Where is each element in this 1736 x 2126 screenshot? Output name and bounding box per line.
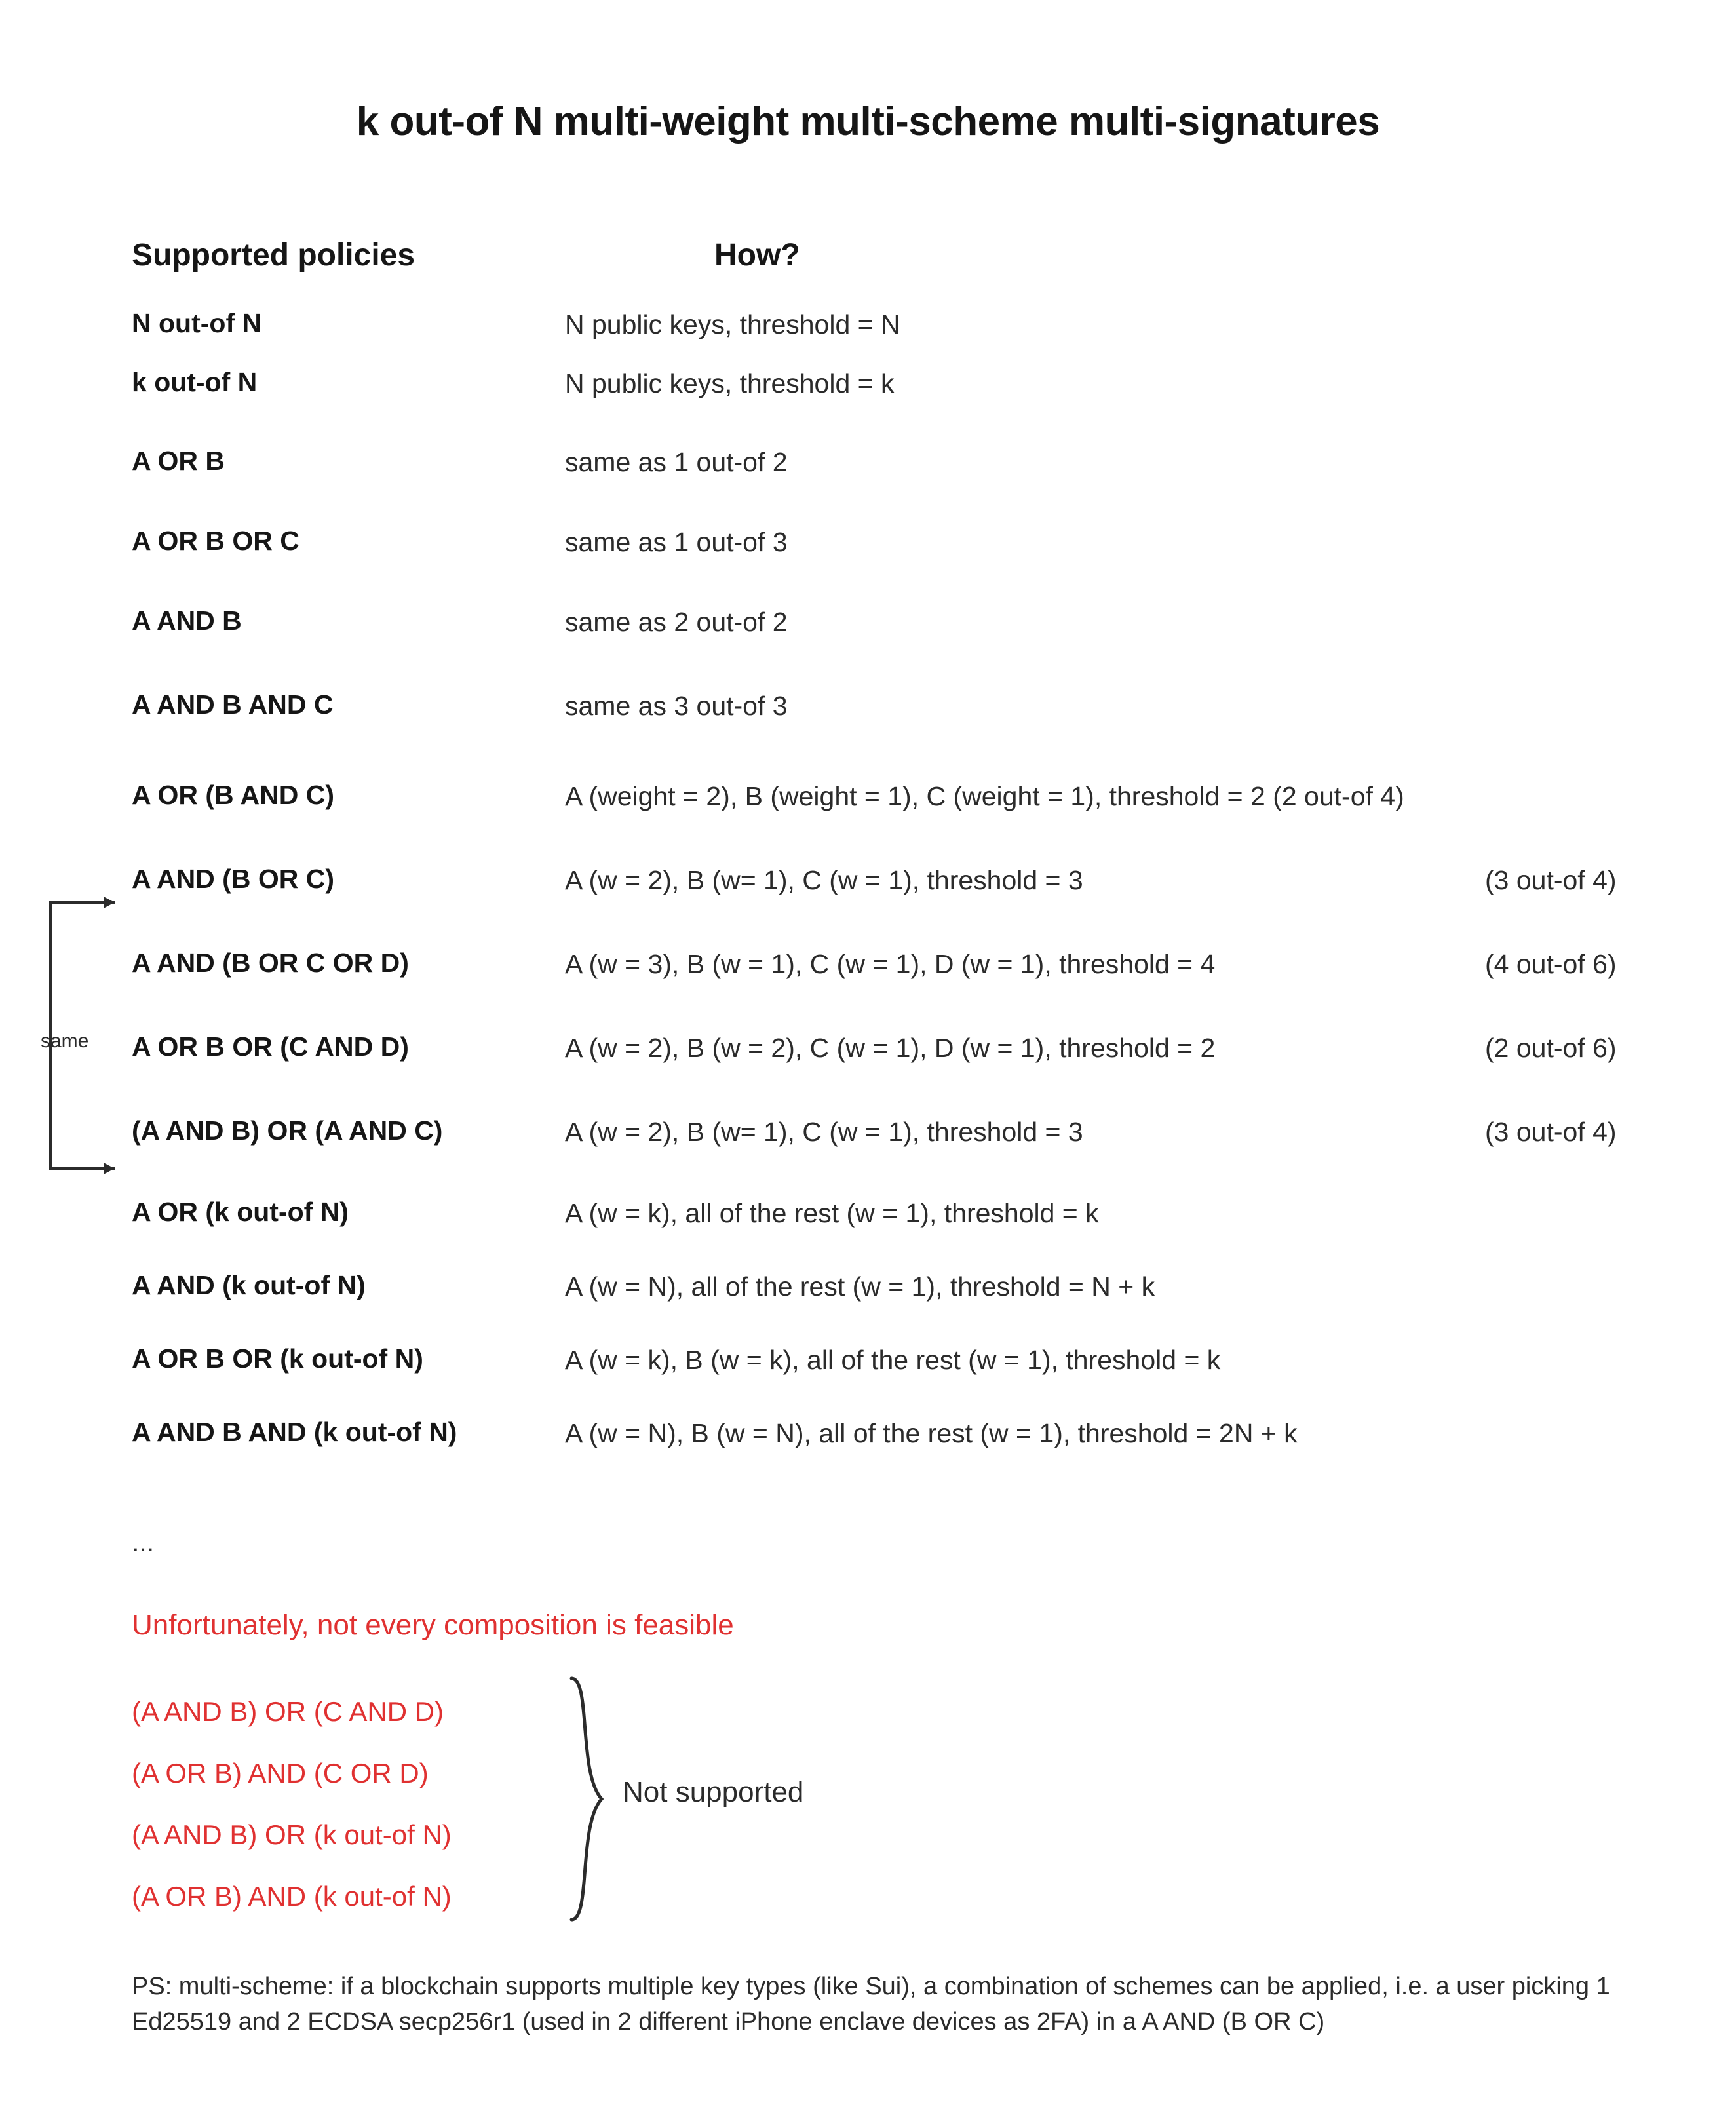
- how-text: N public keys, threshold = k: [565, 368, 895, 398]
- policy-label: A AND (k out-of N): [132, 1270, 366, 1300]
- table-row: [0, 864, 1736, 948]
- infeasible-warning: Unfortunately, not every composition is feasible: [132, 1609, 734, 1641]
- table-row: [0, 367, 1736, 446]
- equivalence-note: (4 out-of 6): [1485, 949, 1617, 979]
- ellipsis-more: ...: [132, 1527, 155, 1557]
- how-text: A (w = N), B (w = N), all of the rest (w = 1), threshold = 2N + k: [565, 1418, 1298, 1448]
- policy-label: A OR B OR C: [132, 526, 299, 556]
- table-row: [0, 606, 1736, 689]
- page-title: k out-of N multi-weight multi-scheme multi-signatures: [356, 99, 1380, 144]
- equivalence-note: (3 out-of 4): [1485, 1117, 1617, 1147]
- policy-label: A AND (B OR C): [132, 864, 334, 894]
- table-row: [0, 1032, 1736, 1115]
- policy-label: k out-of N: [132, 367, 258, 397]
- table-row: [0, 780, 1736, 864]
- policy-label: A AND B AND C: [132, 689, 334, 720]
- table-row: [0, 1197, 1736, 1270]
- list-item: (A AND B) OR (k out-of N): [132, 1819, 452, 1850]
- how-text: N public keys, threshold = N: [565, 309, 900, 339]
- how-text: A (w = k), B (w = k), all of the rest (w = 1), threshold = k: [565, 1345, 1221, 1375]
- table-row: [0, 1343, 1736, 1417]
- policy-label: A OR B: [132, 446, 225, 476]
- policy-label: N out-of N: [132, 308, 262, 338]
- how-text: same as 1 out-of 3: [565, 527, 788, 557]
- table-row: [0, 1417, 1736, 1490]
- not-supported-label: Not supported: [623, 1776, 804, 1808]
- how-text: A (weight = 2), B (weight = 1), C (weight = 1), threshold = 2 (2 out-of 4): [565, 781, 1404, 811]
- table-row: [0, 1270, 1736, 1343]
- column-header-policies: Supported policies: [132, 238, 415, 273]
- same-label: same: [41, 1030, 89, 1052]
- policy-label: A AND B: [132, 606, 242, 636]
- equivalence-note: (2 out-of 6): [1485, 1033, 1617, 1063]
- policy-label: A AND B AND (k out-of N): [132, 1417, 457, 1447]
- policy-label: (A AND B) OR (A AND C): [132, 1115, 443, 1146]
- policy-label: A OR (B AND C): [132, 780, 334, 810]
- policy-label: A OR (k out-of N): [132, 1197, 349, 1227]
- table-row: [0, 948, 1736, 1032]
- equivalence-note: (3 out-of 4): [1485, 865, 1617, 895]
- how-text: A (w = k), all of the rest (w = 1), threshold = k: [565, 1198, 1099, 1228]
- how-text: A (w = 2), B (w = 2), C (w = 1), D (w = 1), threshold = 2: [565, 1033, 1216, 1063]
- table-row: [0, 689, 1736, 780]
- how-text: A (w = 2), B (w= 1), C (w = 1), threshold = 3: [565, 1117, 1083, 1147]
- how-text: A (w = 3), B (w = 1), C (w = 1), D (w = 1), threshold = 4: [565, 949, 1216, 979]
- table-row: [0, 308, 1736, 367]
- how-text: A (w = 2), B (w= 1), C (w = 1), threshold = 3: [565, 865, 1083, 895]
- postscript-note: PS: multi-scheme: if a blockchain supports multiple key types (like Sui), a combination of schemes can be applied, i.e. a user picking 1 Ed25519 and 2 ECDSA secp256r1 (used in 2 different iPhone enclave devices as 2FA) in a A AND (B OR C): [132, 1973, 1610, 2036]
- list-item: (A OR B) AND (k out-of N): [132, 1881, 452, 1912]
- table-row: [0, 446, 1736, 526]
- policy-label: A AND (B OR C OR D): [132, 948, 409, 978]
- table-row: [0, 1115, 1736, 1197]
- unsupported-list: [132, 1681, 452, 1927]
- list-item: (A AND B) OR (C AND D): [132, 1696, 444, 1727]
- how-text: same as 3 out-of 3: [565, 691, 788, 721]
- list-item: (A OR B) AND (C OR D): [132, 1758, 429, 1788]
- column-header-how: How?: [714, 238, 800, 273]
- how-text: same as 2 out-of 2: [565, 607, 788, 637]
- policy-label: A OR B OR (C AND D): [132, 1032, 409, 1062]
- policy-table: [0, 308, 1736, 1490]
- how-text: same as 1 out-of 2: [565, 447, 788, 477]
- how-text: A (w = N), all of the rest (w = 1), threshold = N + k: [565, 1271, 1155, 1302]
- table-row: [0, 526, 1736, 606]
- policy-label: A OR B OR (k out-of N): [132, 1343, 423, 1374]
